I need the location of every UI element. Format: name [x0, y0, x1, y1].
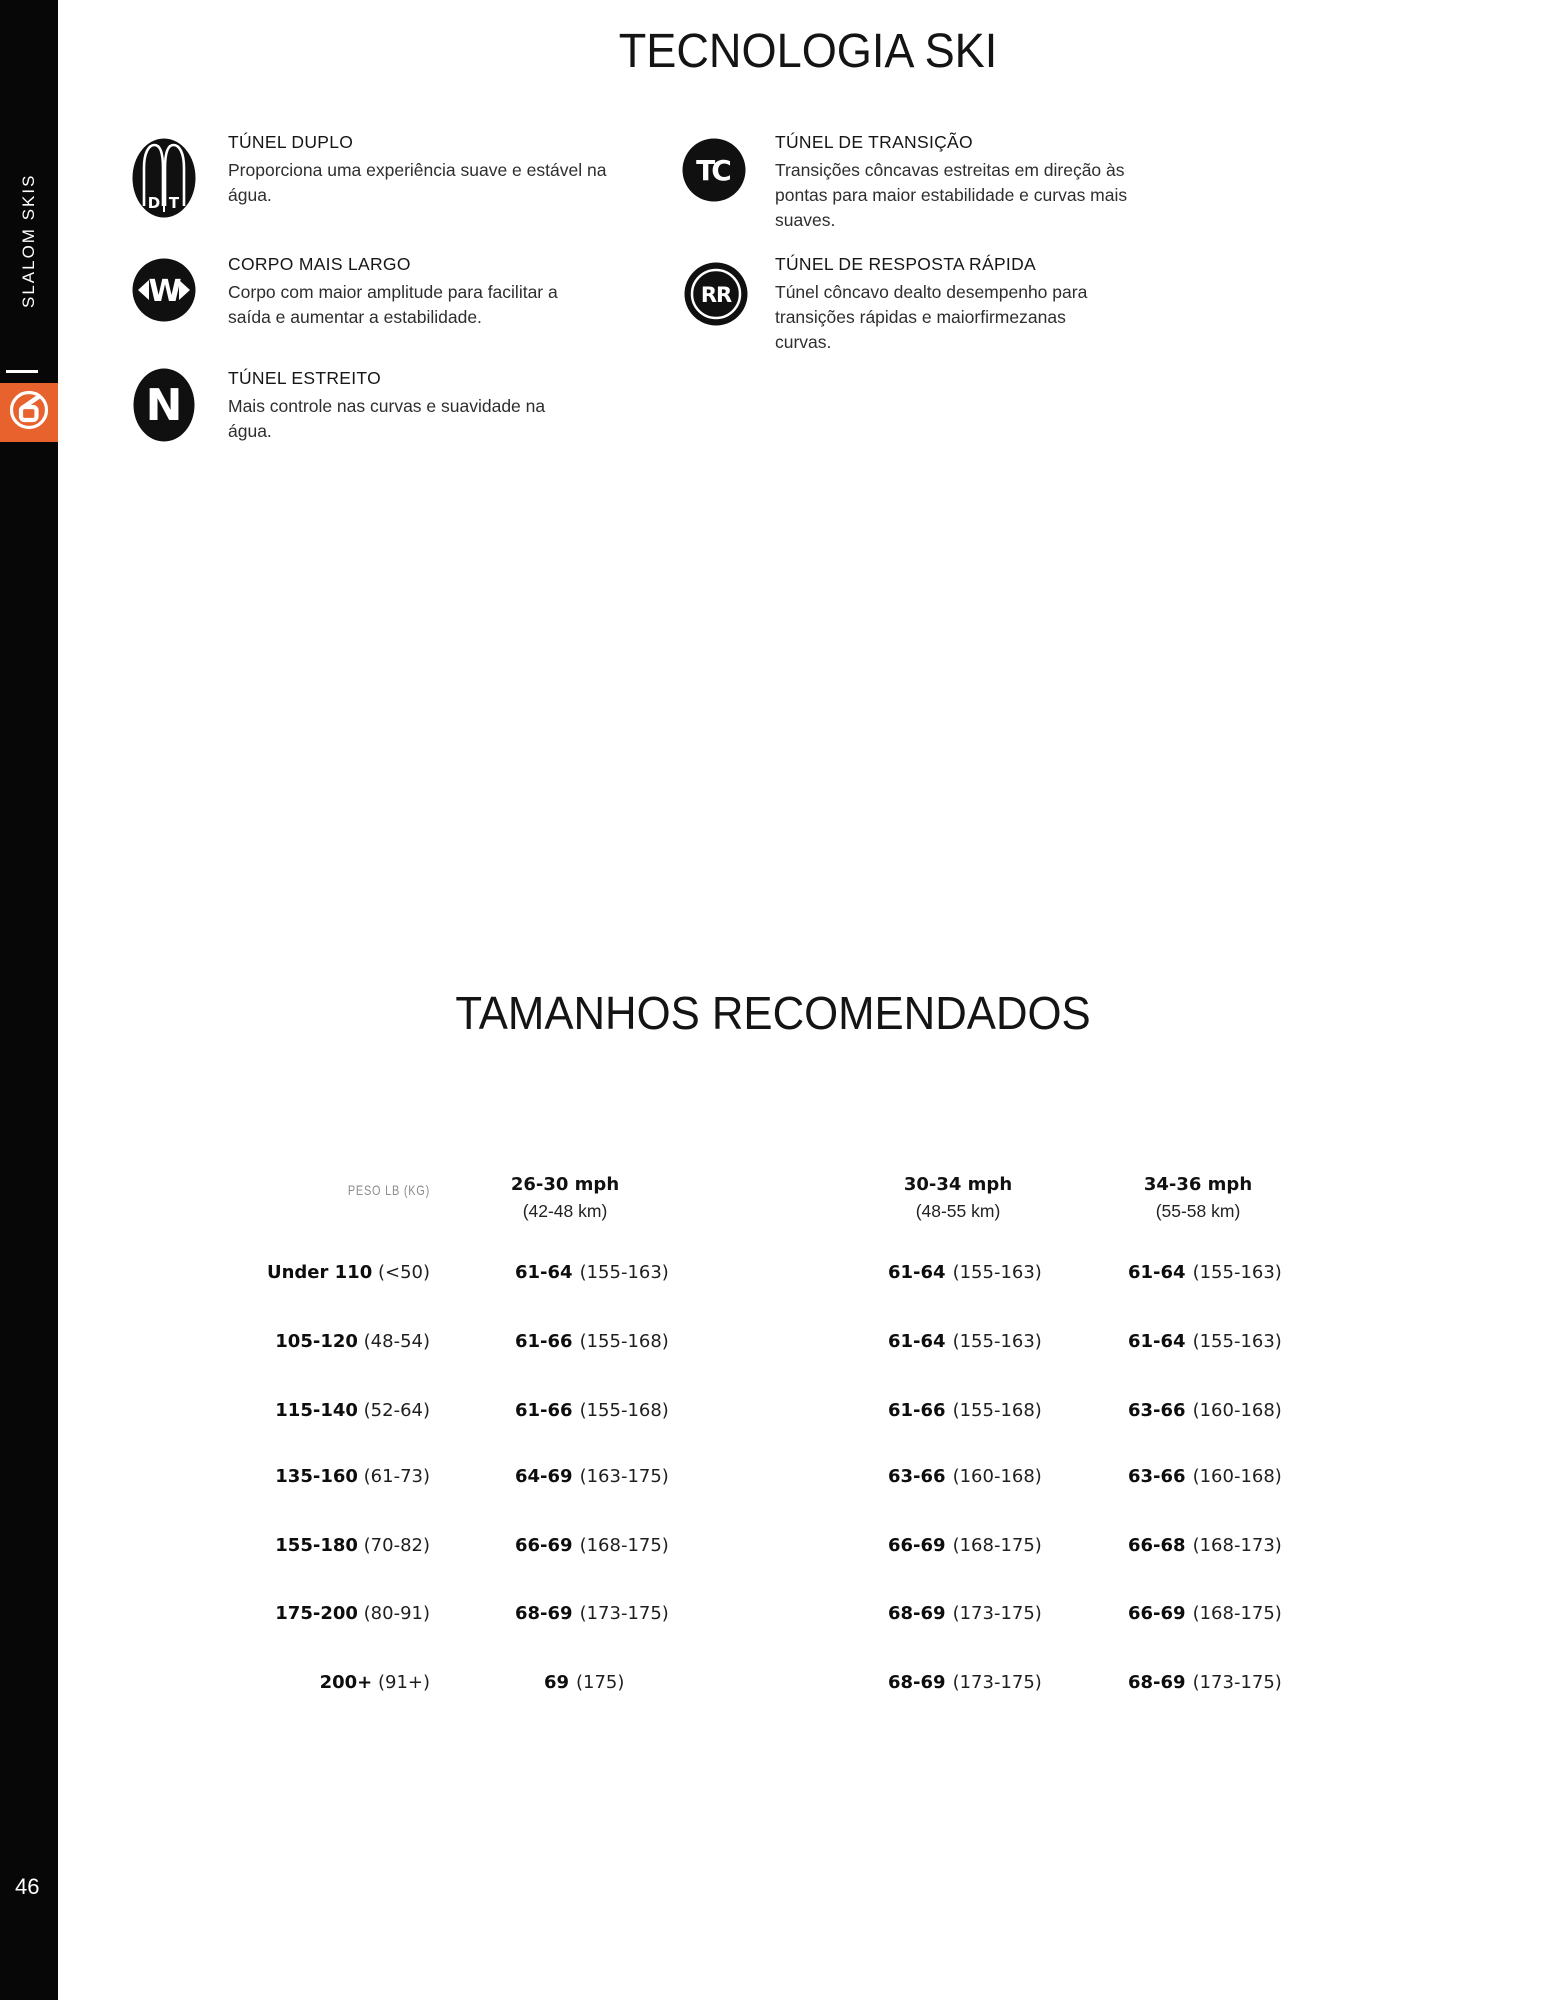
size-cell: [888, 1400, 1042, 1421]
weight-cell: [180, 1262, 430, 1283]
size-cm: (160-168): [952, 1466, 1042, 1487]
size-inches: 66-68: [1128, 1535, 1186, 1556]
size-cell: [1128, 1466, 1282, 1487]
size-cm: (168-175): [952, 1535, 1042, 1556]
svg-text:TC: TC: [696, 154, 728, 187]
speed-km: (42-48 km): [522, 1201, 608, 1221]
size-inches: 61-64: [888, 1262, 946, 1283]
size-cm: (160-168): [1192, 1400, 1282, 1421]
tech-title: TÚNEL ESTREITO: [228, 368, 381, 388]
size-cell: [1128, 1535, 1282, 1556]
tech-item-tunel-duplo: [228, 132, 618, 208]
size-cm: (155-163): [952, 1262, 1042, 1283]
size-inches: 66-69: [1128, 1603, 1186, 1624]
tech-description: Transições côncavas estreitas em direção às pontas para maior estabilidade e curvas mais suaves.: [775, 160, 1128, 230]
size-inches: 61-66: [515, 1331, 573, 1352]
weight-lb: 200+: [319, 1672, 373, 1693]
size-inches: 61-66: [515, 1400, 573, 1421]
size-cm: (155-168): [579, 1331, 669, 1352]
weight-kg: (<50): [377, 1262, 430, 1283]
size-inches: 63-66: [1128, 1466, 1186, 1487]
weight-kg: (80-91): [363, 1603, 430, 1624]
size-inches: 61-64: [1128, 1262, 1186, 1283]
transition-tunnel-icon: [682, 138, 746, 207]
weight-cell: [180, 1400, 430, 1421]
tech-description: Corpo com maior amplitude para facilitar a saída e aumentar a estabilidade.: [228, 282, 558, 327]
weight-column-header: PESO LB (KG): [347, 1182, 430, 1198]
svg-text:D: D: [147, 194, 161, 212]
speed-mph: 26-30 mph: [510, 1174, 620, 1195]
weight-lb: 115-140: [275, 1400, 358, 1421]
size-inches: 61-64: [1128, 1331, 1186, 1352]
size-cm: (155-163): [1192, 1262, 1282, 1283]
spine-divider: [6, 370, 38, 373]
svg-text:N: N: [145, 380, 183, 431]
size-cm: (155-168): [952, 1400, 1042, 1421]
size-cm: (155-168): [579, 1400, 669, 1421]
brand-block: [0, 383, 58, 442]
double-tunnel-icon: [132, 138, 196, 223]
tech-item-corpo-mais-largo: [228, 254, 598, 330]
svg-text:W: W: [148, 274, 180, 309]
size-cm: (168-175): [1192, 1603, 1282, 1624]
speed-column-header: [873, 1174, 1043, 1222]
size-cm: (163-175): [579, 1466, 669, 1487]
tech-title: TÚNEL DUPLO: [228, 132, 354, 152]
weight-kg: (61-73): [363, 1466, 430, 1487]
tech-title: CORPO MAIS LARGO: [228, 254, 411, 274]
spine-label: SLALOM SKIS: [19, 173, 38, 308]
size-cm: (173-175): [579, 1603, 669, 1624]
weight-cell: [180, 1672, 430, 1693]
size-inches: 63-66: [888, 1466, 946, 1487]
speed-mph: 34-36 mph: [1143, 1174, 1253, 1195]
size-inches: 66-69: [888, 1535, 946, 1556]
weight-cell: [180, 1331, 430, 1352]
weight-lb: 155-180: [275, 1535, 358, 1556]
rapid-response-tunnel-icon: [684, 262, 748, 331]
speed-mph: 30-34 mph: [903, 1174, 1013, 1195]
weight-kg: (52-64): [363, 1400, 430, 1421]
size-cell: [515, 1466, 669, 1487]
weight-lb: 175-200: [275, 1603, 358, 1624]
speed-column-header: [1113, 1174, 1283, 1222]
page-title: TECNOLOGIA SKI: [618, 25, 998, 78]
page-number: 46: [15, 1874, 40, 1899]
size-inches: 66-69: [515, 1535, 573, 1556]
size-cell: [515, 1262, 669, 1283]
size-cm: (173-175): [952, 1672, 1042, 1693]
tech-item-tunel-de-resposta-rapida: [775, 254, 1120, 355]
weight-cell: [180, 1466, 430, 1487]
weight-kg: (91+): [377, 1672, 430, 1693]
size-cm: (173-175): [952, 1603, 1042, 1624]
sizes-heading: TAMANHOS RECOMENDADOS: [455, 987, 1091, 1039]
tech-item-tunel-estreito: [228, 368, 578, 444]
weight-lb: 105-120: [275, 1331, 358, 1352]
size-cm: (168-173): [1192, 1535, 1282, 1556]
svg-text:T: T: [168, 194, 180, 212]
size-cell: [515, 1535, 669, 1556]
size-cell: [515, 1400, 669, 1421]
size-cell: [888, 1603, 1042, 1624]
size-inches: 68-69: [888, 1603, 946, 1624]
size-cm: (173-175): [1192, 1672, 1282, 1693]
speed-column-header: [480, 1174, 650, 1222]
size-cell: [888, 1535, 1042, 1556]
size-cell: [888, 1331, 1042, 1352]
size-inches: 68-69: [515, 1603, 573, 1624]
size-cell: [515, 1331, 669, 1352]
tech-title: TÚNEL DE RESPOSTA RÁPIDA: [775, 254, 1037, 274]
size-inches: 61-66: [888, 1400, 946, 1421]
tech-description: Mais controle nas curvas e suavidade na água.: [228, 396, 546, 441]
size-cell: [1128, 1400, 1282, 1421]
size-cell: [515, 1672, 624, 1693]
brand-b-icon: [6, 387, 52, 438]
size-inches: 68-69: [1128, 1672, 1186, 1693]
weight-cell: [180, 1535, 430, 1556]
sidebar: [0, 0, 58, 2000]
size-inches: 61-64: [515, 1262, 573, 1283]
size-cell: [888, 1466, 1042, 1487]
size-cell: [888, 1672, 1042, 1693]
tech-description: Proporciona uma experiência suave e estável na água.: [228, 160, 607, 205]
size-cm: (175): [576, 1672, 625, 1693]
size-inches: 64-69: [515, 1466, 573, 1487]
size-inches: 63-66: [1128, 1400, 1186, 1421]
wide-body-icon: [132, 258, 196, 327]
size-inches: 61-64: [888, 1331, 946, 1352]
size-cm: (155-163): [579, 1262, 669, 1283]
size-cm: (160-168): [1192, 1466, 1282, 1487]
weight-kg: (70-82): [363, 1535, 430, 1556]
tech-description: Túnel côncavo dealto desempenho para transições rápidas e maiorfirmezanas curvas.: [775, 282, 1088, 352]
weight-cell: [180, 1603, 430, 1624]
size-inches: 68-69: [888, 1672, 946, 1693]
size-cell: [1128, 1672, 1282, 1693]
weight-lb: 135-160: [275, 1466, 358, 1487]
tech-title: TÚNEL DE TRANSIÇÃO: [775, 132, 973, 152]
size-cm: (168-175): [579, 1535, 669, 1556]
size-cm: (155-163): [952, 1331, 1042, 1352]
weight-kg: (48-54): [363, 1331, 430, 1352]
size-cell: [1128, 1603, 1282, 1624]
size-cell: [1128, 1331, 1282, 1352]
narrow-tunnel-icon: [133, 368, 195, 447]
speed-km: (48-55 km): [915, 1201, 1001, 1221]
speed-km: (55-58 km): [1155, 1201, 1241, 1221]
svg-text:RR: RR: [700, 283, 732, 307]
size-inches: 69: [543, 1672, 569, 1693]
size-cell: [1128, 1262, 1282, 1283]
size-cell: [515, 1603, 669, 1624]
tech-item-tunel-de-transicao: [775, 132, 1150, 233]
weight-lb: Under 110: [266, 1262, 373, 1283]
size-cell: [888, 1262, 1042, 1283]
size-cm: (155-163): [1192, 1331, 1282, 1352]
